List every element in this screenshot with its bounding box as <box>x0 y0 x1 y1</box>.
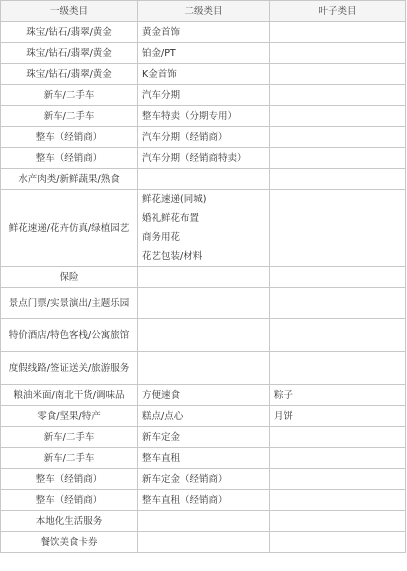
header-level1: 一级类目 <box>1 1 138 22</box>
table-row <box>1 532 406 553</box>
table-row <box>1 469 406 490</box>
level1-cell: 水产肉类/新鲜蔬果/熟食 <box>1 169 138 190</box>
table-row <box>1 427 406 448</box>
leaf-cell <box>270 148 406 169</box>
leaf-cell <box>270 448 406 469</box>
table-row <box>1 43 406 64</box>
table-row <box>1 106 406 127</box>
table-row <box>1 127 406 148</box>
leaf-cell <box>270 469 406 490</box>
level2-cell: 汽车分期（经销商特卖） <box>138 148 270 169</box>
table-row <box>1 85 406 106</box>
level2-cell: 汽车分期 <box>138 85 270 106</box>
leaf-cell <box>270 427 406 448</box>
level1-cell: 整车（经销商） <box>1 490 138 511</box>
leaf-cell <box>270 319 406 352</box>
leaf-cell <box>270 352 406 385</box>
level1-cell: 鲜花速递/花卉仿真/绿植园艺 <box>1 190 138 267</box>
leaf-cell <box>270 64 406 85</box>
level2-cell: 黄金首饰 <box>138 22 270 43</box>
leaf-cell <box>270 106 406 127</box>
table-row <box>1 352 406 385</box>
level1-cell: 整车（经销商） <box>1 148 138 169</box>
leaf-cell <box>270 490 406 511</box>
level2-cell <box>138 267 270 288</box>
leaf-cell <box>270 85 406 106</box>
level2-cell: 汽车分期（经销商） <box>138 127 270 148</box>
table-header-row <box>1 1 406 22</box>
level1-cell: 新车/二手车 <box>1 448 138 469</box>
level2-cell <box>138 319 270 352</box>
leaf-cell <box>270 267 406 288</box>
level2-line: 鲜花速递(同城) <box>142 194 207 205</box>
leaf-cell <box>270 169 406 190</box>
table-row <box>1 511 406 532</box>
level2-cell <box>138 288 270 319</box>
table-row <box>1 319 406 352</box>
table-row <box>1 406 406 427</box>
table-row <box>1 190 406 267</box>
level2-cell-multi <box>138 190 270 267</box>
leaf-cell <box>270 288 406 319</box>
level2-cell <box>138 532 270 553</box>
level1-cell: 本地化生活服务 <box>1 511 138 532</box>
table-row <box>1 490 406 511</box>
level2-cell: K金首饰 <box>138 64 270 85</box>
level2-line: 花艺包装/材料 <box>142 251 203 262</box>
table-row <box>1 169 406 190</box>
leaf-cell: 月饼 <box>270 406 406 427</box>
level2-line: 商务用花 <box>142 232 181 243</box>
level1-cell: 餐饮美食卡券 <box>1 532 138 553</box>
level1-cell: 特价酒店/特色客栈/公寓旅馆 <box>1 319 138 352</box>
table-row <box>1 448 406 469</box>
level2-cell: 方便速食 <box>138 385 270 406</box>
header-leaf: 叶子类目 <box>270 1 406 22</box>
level1-cell: 珠宝/钻石/翡翠/黄金 <box>1 43 138 64</box>
table-row <box>1 288 406 319</box>
level1-cell: 整车（经销商） <box>1 469 138 490</box>
level2-cell: 整车直租（经销商） <box>138 490 270 511</box>
table-row <box>1 64 406 85</box>
level1-cell: 新车/二手车 <box>1 85 138 106</box>
level1-cell: 零食/坚果/特产 <box>1 406 138 427</box>
level2-cell: 整车直租 <box>138 448 270 469</box>
level1-cell: 新车/二手车 <box>1 106 138 127</box>
leaf-cell <box>270 127 406 148</box>
level1-cell: 新车/二手车 <box>1 427 138 448</box>
leaf-cell <box>270 511 406 532</box>
level1-cell: 保险 <box>1 267 138 288</box>
level1-cell: 整车（经销商） <box>1 127 138 148</box>
level2-cell <box>138 511 270 532</box>
level2-cell: 新车定金（经销商） <box>138 469 270 490</box>
level1-cell: 度假线路/签证送关/旅游服务 <box>1 352 138 385</box>
level1-cell: 景点门票/实景演出/主题乐园 <box>1 288 138 319</box>
leaf-cell <box>270 43 406 64</box>
table-row <box>1 385 406 406</box>
level2-cell: 铂金/PT <box>138 43 270 64</box>
header-level2: 二级类目 <box>138 1 270 22</box>
leaf-cell <box>270 190 406 267</box>
table-row <box>1 22 406 43</box>
level1-cell: 珠宝/钻石/翡翠/黄金 <box>1 64 138 85</box>
table-row <box>1 148 406 169</box>
level1-cell: 粮油米面/南北干货/调味品 <box>1 385 138 406</box>
leaf-cell: 粽子 <box>270 385 406 406</box>
level2-cell: 糕点/点心 <box>138 406 270 427</box>
leaf-cell <box>270 532 406 553</box>
leaf-cell <box>270 22 406 43</box>
table-row <box>1 267 406 288</box>
level2-cell <box>138 352 270 385</box>
level2-cell <box>138 169 270 190</box>
level2-cell: 新车定金 <box>138 427 270 448</box>
level2-cell: 整车特卖（分期专用） <box>138 106 270 127</box>
level1-cell: 珠宝/钻石/翡翠/黄金 <box>1 22 138 43</box>
level2-line: 婚礼鲜花布置 <box>142 213 200 224</box>
